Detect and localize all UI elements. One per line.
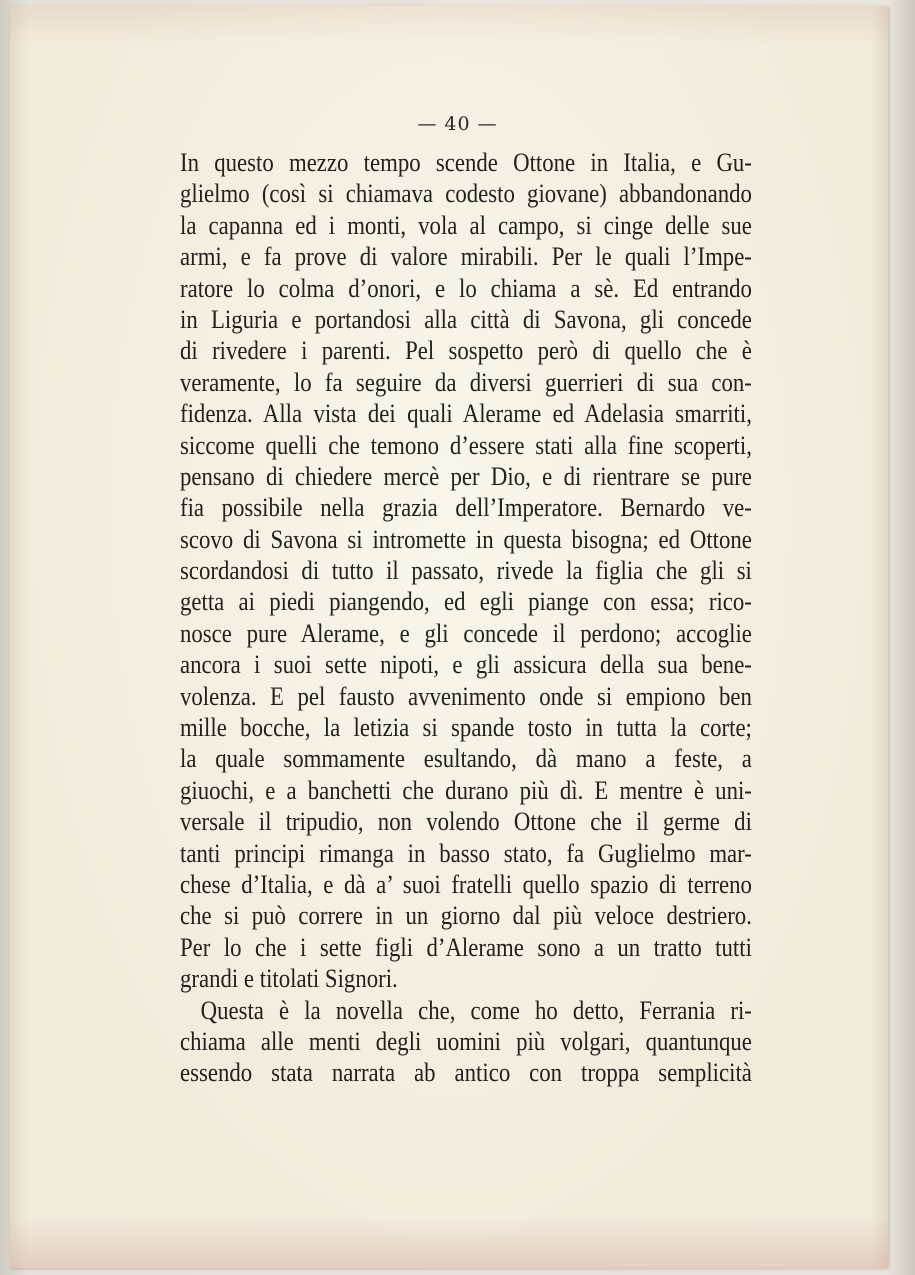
text-line: giuochi, e a banchetti che durano più dì. E mentre è uni- (180, 774, 752, 805)
text-line: che si può correre in un giorno dal più veloce destriero. (180, 900, 752, 931)
text-line: Per lo che i sette figli d’Alerame sono a un tratto tutti (180, 931, 752, 962)
text-line: scordandosi di tutto il passato, rivede la figlia che gli si (180, 555, 752, 586)
text-line: Questa è la novella che, come ho detto, Ferrania ri- (200, 994, 752, 1025)
text-line: la quale sommamente esultando, dà mano a feste, a (180, 743, 752, 774)
text-line: la capanna ed i monti, vola al campo, si cinge delle sue (180, 209, 752, 240)
text-line: nosce pure Alerame, e gli concede il perdono; accoglie (180, 617, 752, 648)
text-line: ancora i suoi sette nipoti, e gli assicura della sua bene- (180, 649, 752, 680)
text-line: grandi e titolati Signori. (180, 963, 398, 994)
text-line: tanti principi rimanga in basso stato, fa Guglielmo mar- (180, 837, 752, 868)
text-line: chese d’Italia, e dà a’ suoi fratelli quello spazio di terreno (180, 868, 752, 899)
text-line: fia possibile nella grazia dell’Imperatore. Bernardo ve- (180, 492, 752, 523)
text-line: veramente, lo fa seguire da diversi guerrieri di sua con- (180, 366, 752, 397)
text-line: versale il tripudio, non volendo Ottone che il germe di (180, 806, 752, 837)
text-line: getta ai piedi piangendo, ed egli piange con essa; rico- (180, 586, 752, 617)
text-line: glielmo (così si chiamava codesto giovane) abbandonando (180, 178, 752, 209)
body-text (180, 147, 752, 1089)
text-line: siccome quelli che temono d’essere stati alla fine scoperti, (180, 429, 752, 460)
text-line: mille bocche, la letizia si spande tosto in tutta la corte; (180, 712, 752, 743)
text-line: essendo stata narrata ab antico con troppa semplicità (180, 1057, 752, 1088)
text-line: fidenza. Alla vista dei quali Alerame ed Adelasia smarriti, (180, 398, 752, 429)
text-line: chiama alle menti degli uomini più volgari, quantunque (180, 1025, 752, 1056)
text-line: in Liguria e portandosi alla città di Savona, gli concede (180, 303, 752, 334)
text-line: ratore lo colma d’onori, e lo chiama a sè. Ed entrando (180, 272, 752, 303)
text-line: pensano di chiedere mercè per Dio, e di rientrare se pure (180, 460, 752, 491)
page-number: — 40 — (417, 113, 498, 135)
text-line: di rivedere i parenti. Pel sospetto però di quello che è (180, 335, 752, 366)
text-line: scovo di Savona si intromette in questa bisogna; ed Ottone (180, 523, 752, 554)
text-line: armi, e fa prove di valore mirabili. Per le quali l’Impe- (180, 241, 752, 272)
text-line: volenza. E pel fausto avvenimento onde si empiono ben (180, 680, 752, 711)
text-line: In questo mezzo tempo scende Ottone in Italia, e Gu- (180, 147, 752, 177)
